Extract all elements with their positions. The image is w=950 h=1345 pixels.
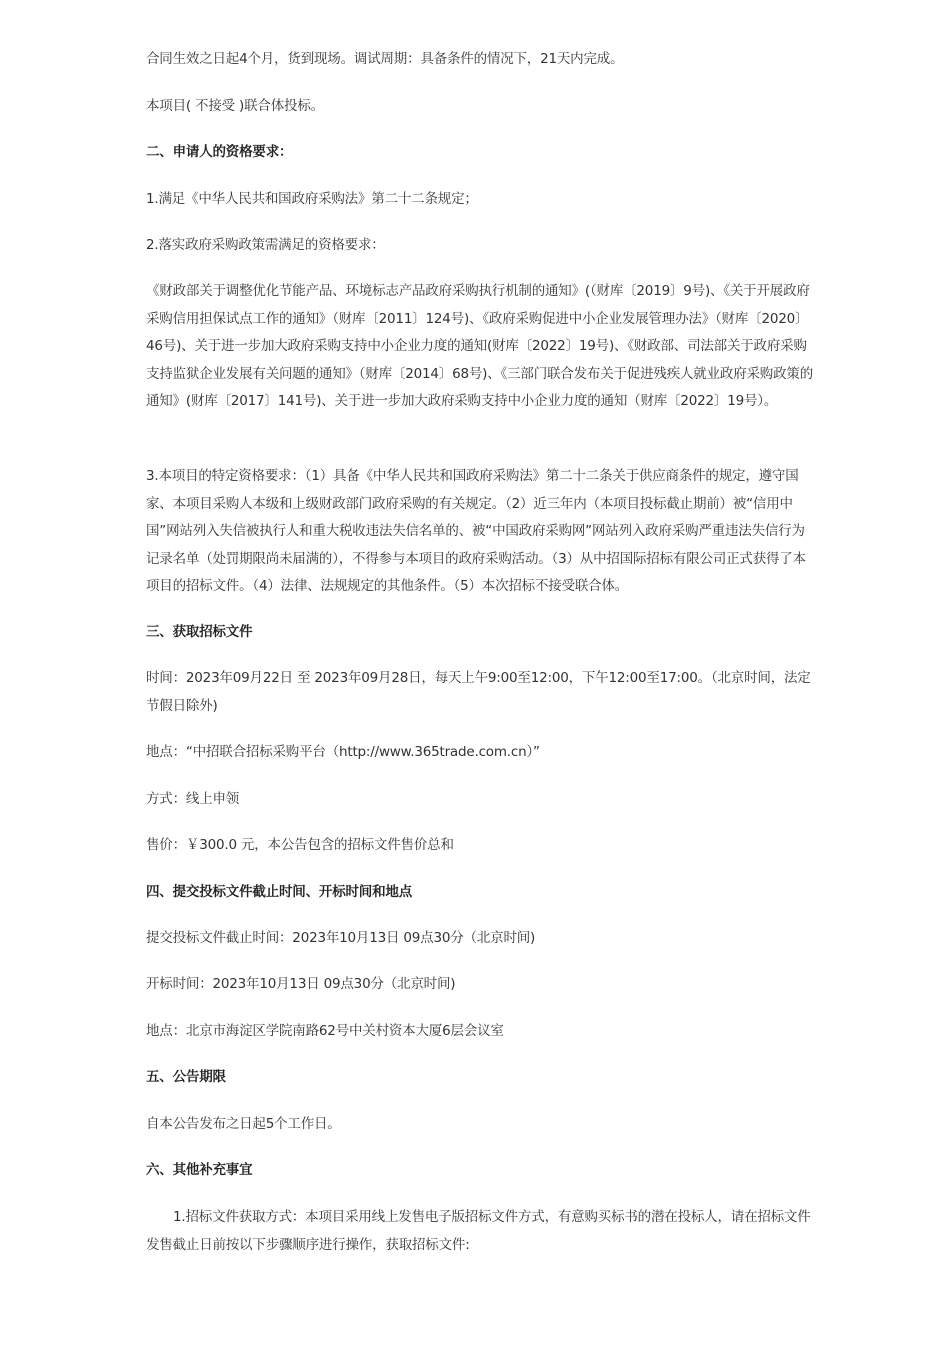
announcement-period-text: 自本公告发布之日起5个工作日。 xyxy=(146,1116,341,1132)
qualification-item-3: 3.本项目的特定资格要求：（1）具备《中华人民共和国政府采购法》第二十二条关于供应商条件的规定，遵守国家、本项目采购人本级和上级财政部门政府采购的有关规定。（2）近三年内（本项目投标截止期前）被“信用中国”网站列入失信被执行人和重大税收违法失信名单的、被“中国政府采购网”网站列入政府采购严重违法失信行为记录名单（处罚期限尚未届满的），不得参与本项目的政府采购活动。（3）从中招国际招标有限公司正式获得了本项目的招标文件。（4）法律、法规规定的其他条件。（5）本次招标不接受联合体。 xyxy=(146,468,806,594)
submission-deadline-text: 提交投标文件截止时间：2023年10月13日 09点30分（北京时间) xyxy=(146,930,536,946)
section-heading-deadline: 四、提交投标文件截止时间、开标时间和地点 xyxy=(146,884,412,900)
price-text: 售价：￥300.0 元，本公告包含的招标文件售价总和 xyxy=(146,837,454,853)
qualification-item-2: 2.落实政府采购政策需满足的资格要求： xyxy=(146,237,385,253)
section-heading-announcement-period: 五、公告期限 xyxy=(146,1069,226,1085)
obtain-time-text: 时间：2023年09月22日 至 2023年09月28日，每天上午9:00至12:00，下午12:00至17:00。（北京时间，法定节假日除外) xyxy=(146,670,811,714)
consortium-text: 本项目( 不接受 )联合体投标。 xyxy=(146,98,324,114)
obtain-method-text: 方式：线上申领 xyxy=(146,791,240,807)
section-heading-other-matters: 六、其他补充事宜 xyxy=(146,1162,253,1178)
section-heading-obtain-documents: 三、获取招标文件 xyxy=(146,624,253,640)
other-matters-item-1: 1.招标文件获取方式：本项目采用线上发售电子版招标文件方式，有意购买标书的潜在投标人，请在招标文件发售截止日前按以下步骤顺序进行操作，获取招标文件: xyxy=(146,1209,811,1253)
qualification-item-1: 1.满足《中华人民共和国政府采购法》第二十二条规定； xyxy=(146,191,478,207)
policy-list-text: 《财政部关于调整优化节能产品、环境标志产品政府采购执行机制的通知》(（财库〔2019〕9号)、《关于开展政府采购信用担保试点工作的通知》（财库〔2011〕124号)、《政府采购促进中小企业发展管理办法》（财库〔2020〕46号)、关于进一步加大政府采购支持中小企业力度的通知(财库〔2022〕19号)、《财政部、司法部关于政府采购支持监狱企业发展有关问题的通知》（财库〔2014〕68号)、《三部门联合发布关于促进残疾人就业政府采购政策的通知》(财库〔2017〕141号)、关于进一步加大政府采购支持中小企业力度的通知（财库〔2022〕19号）。 xyxy=(146,283,814,409)
section-heading-qualifications: 二、申请人的资格要求： xyxy=(146,144,293,160)
opening-time-text: 开标时间：2023年10月13日 09点30分（北京时间) xyxy=(146,976,456,992)
obtain-location-text: 地点：“中招联合招标采购平台（http://www.365trade.com.cn）” xyxy=(146,744,540,760)
delivery-period-text: 合同生效之日起4个月，货到现场。调试周期：具备条件的情况下，21天内完成。 xyxy=(146,51,624,67)
opening-location-text: 地点：北京市海淀区学院南路62号中关村资本大厦6层会议室 xyxy=(146,1023,504,1039)
